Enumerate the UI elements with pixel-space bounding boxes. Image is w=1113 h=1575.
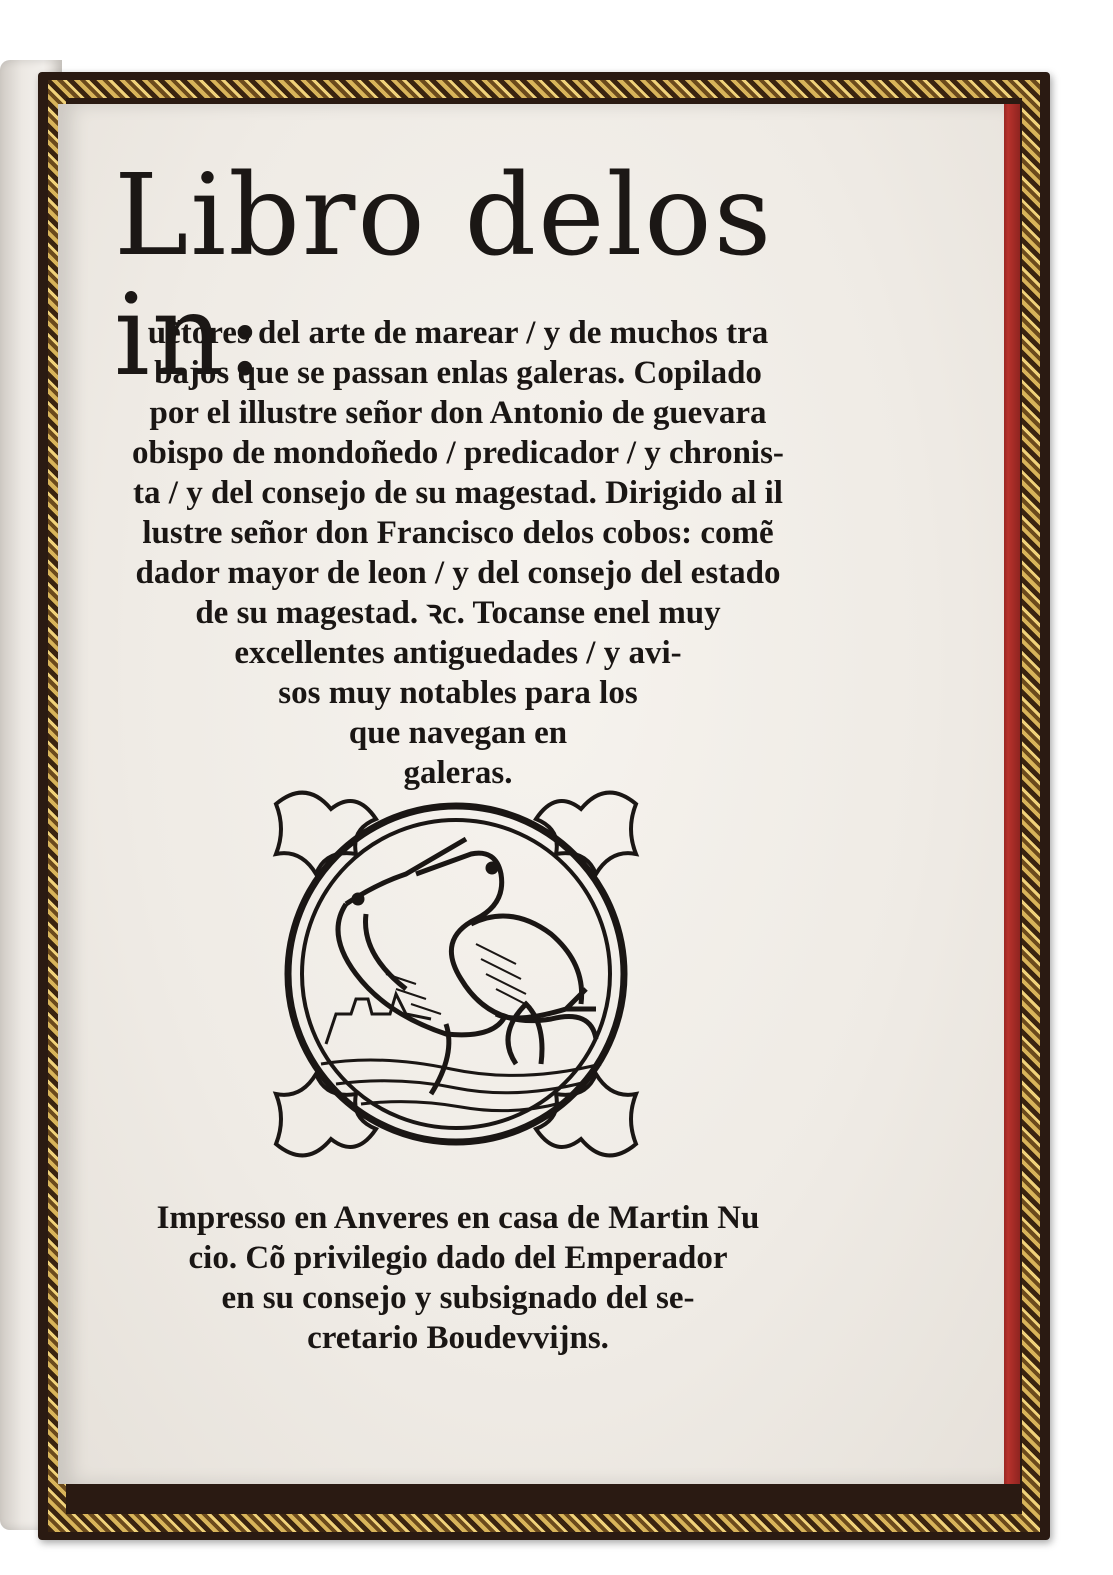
- body-line: ta / y del consejo de su magestad. Dirigido al il: [133, 475, 783, 511]
- body-line: por el illustre señor don Antonio de guevara: [149, 395, 767, 431]
- body-line: lustre señor don Francisco delos cobos: comẽ: [142, 515, 774, 551]
- body-line: bajos que se passan enlas galeras. Copilado: [154, 355, 762, 391]
- body-line: uẽtores del arte de marear / y de muchos tra: [147, 315, 769, 351]
- imprint-line: Impresso en Anveres en casa de Martin Nu: [156, 1200, 760, 1236]
- woodcut-heron-roundel-icon: [266, 784, 646, 1164]
- imprint-line: cretario Boudevvijns.: [307, 1320, 609, 1356]
- body-line: dador mayor de leon / y del consejo del estado: [135, 555, 781, 591]
- body-line: sos muy notables para los: [278, 675, 638, 711]
- body-line: excellentes antiguedades / y avi-: [234, 635, 682, 671]
- body-line: que navegan en: [348, 715, 568, 751]
- body-line: de su magestad. ꝛc. Tocanse enel muy: [195, 595, 721, 631]
- body-line: obispo de mondoñedo / predicador / y chronis-: [132, 435, 784, 471]
- page-title: Libro delos in:: [114, 151, 774, 401]
- imprint-line: cio. Cõ privilegio dado del Emperador: [188, 1240, 728, 1276]
- title-page: [58, 104, 1004, 1484]
- body-line: galeras.: [403, 755, 513, 791]
- imprint-line: en su consejo y subsignado del se-: [221, 1280, 695, 1316]
